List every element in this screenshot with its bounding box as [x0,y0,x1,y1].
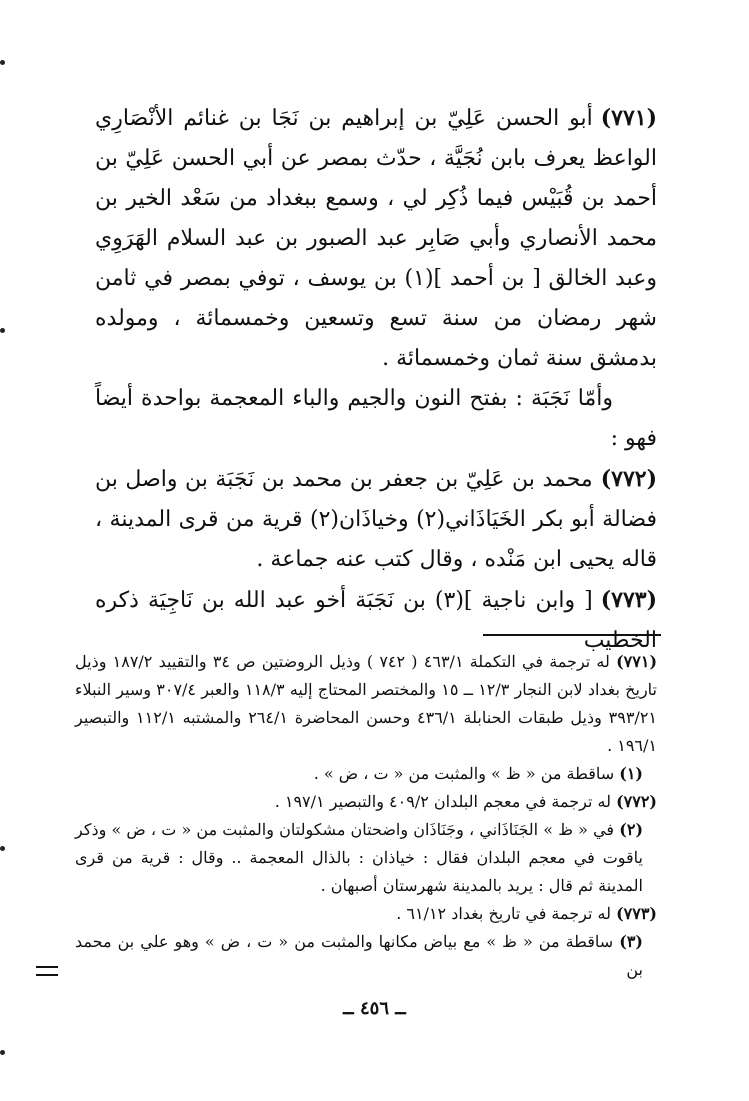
footnote-divider [483,634,661,636]
main-text [95,98,657,661]
margin-dot [0,60,5,65]
entry-text: وأمّا نَجَبَة : بفتح النون والجيم والباء المعجمة بواحدة أيضاً فهو : [95,386,657,451]
entry-771 [95,98,657,379]
margin-dot [0,328,5,333]
footnote-label: (٧٧١) [616,652,658,671]
footnote-text: ساقطة من « ظ » مع بياض مكانها والمثبت من « ت ، ض » وهو علي بن محمد بن [75,932,643,979]
footnote-772 [75,788,657,816]
footnote-label: (١) [619,764,643,783]
footnote-text: له ترجمة في معجم البلدان ٤٠٩/٢ والتبصير ١٩٧/١ . [274,792,611,811]
margin-dot [0,846,5,851]
margin-dot [0,1050,5,1055]
entry-number: (٧٧١) [600,105,657,131]
footnote-text: له ترجمة في تاريخ بغداد ٦١/١٢ . [396,904,611,923]
footnote-text: ساقطة من « ظ » والمثبت من « ت ، ض » . [313,764,615,783]
footnote-3 [75,928,657,984]
footnote-text: له ترجمة في التكملة ٤٦٣/١ ( ٧٤٢ ) وذيل الروضتين ص ٣٤ والتقييد ١٨٧/٢ وذيل تاريخ بغداد لابن النجار ١٢/٣ ــ ١٥ والمختصر المحتاج إليه ١١٨/٣ والعبر ٣٠٧/٤ وسير النبلاء ٣٩٣/٢١ وذيل طبقات الحنابلة ٤٣٦/١ وحسن المحاضرة ٢٦٤/١ والمشتبه ١١٢/١ والتبصير ١٩٦/١ . [75,652,657,755]
footnotes [75,648,657,984]
entry-number: (٧٧٣) [600,587,657,613]
footnote-label: (٣) [619,932,643,951]
footnote-773 [75,900,657,928]
page-number: ــ ٤٥٦ ــ [343,998,406,1019]
footnote-1 [75,760,657,788]
entry-text: [ وابن ناجية ](٣) بن نَجَبَة أخو عبد الله بن نَاجِيَة ذكره الخطيب [95,588,657,653]
footnote-label: (٧٧٢) [616,792,657,811]
footnote-2 [75,816,657,900]
entry-number: (٧٧٢) [600,466,657,492]
entry-772 [95,459,657,580]
footnote-text: في « ظ » الجَنَاذَاني ، وجَنَاذَان واضحتان مشكولتان والمثبت من « ت ، ض » وذكر ياقوت في معجم البلدان فقال : خياذان : بالذال المعجمة .. وقال : قرية من قرى المدينة ثم قال : يريد بالمدينة شهرستان أصبهان . [75,820,643,895]
entry-note-najaba [95,379,657,459]
footnote-label: (٢) [619,820,644,839]
footnote-label: (٧٧٣) [616,904,657,923]
footnote-771 [75,648,657,760]
entry-text: محمد بن عَلِيّ بن جعفر بن محمد بن نَجَبَة بن واصل بن فضالة أبو بكر الخَيَاذَاني(٢) وخياذَان(٢) قرية من قرى المدينة ، قاله يحيى ابن مَنْده ، وقال كتب عنه جماعة . [95,467,657,572]
continuation-mark [36,966,58,976]
entry-text: أبو الحسن عَلِيّ بن إبراهيم بن نَجَا بن غنائم الأنْصَارِي الواعظ يعرف بابن نُجَيَّة ، حدّث بمصر عن أبي الحسن عَلِيّ بن أحمد بن قُبَيْس فيما ذُكِر لي ، وسمع ببغداد من سَعْد الخير بن محمد الأنصاري وأبي صَابِر عبد الصبور بن عبد السلام الهَرَوِي وعبد الخالق [ بن أحمد ](١) بن يوسف ، توفي بمصر في ثامن شهر رمضان من سنة تسع وتسعين وخمسمائة ، ومولده بدمشق سنة ثمان وخمسمائة . [95,106,657,371]
